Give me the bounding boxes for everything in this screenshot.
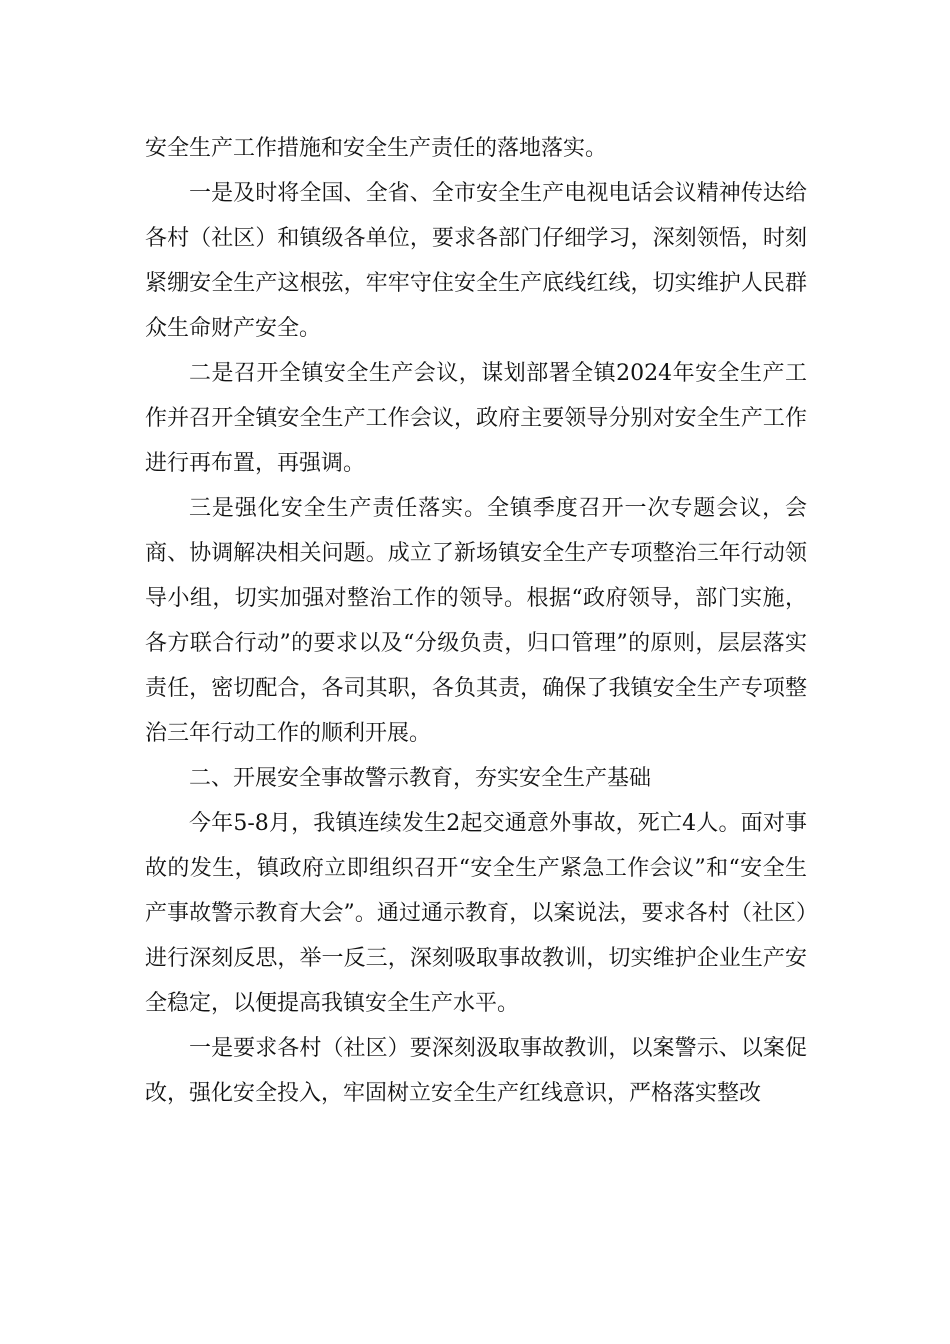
- paragraph-item-one-section-two: 一是要求各村（社区）要深刻汲取事故教训，以案警示、以案促改，强化安全投入，牢固树立安全生产红线意识，严格落实整改: [145, 1036, 807, 1106]
- paragraph-item-three: 三是强化安全生产责任落实。全镇季度召开一次专题会议，会商、协调解决相关问题。成立了新场镇安全生产专项整治三年行动领导小组，切实加强对整治工作的领导。根据“政府领导，部门实施，各方联合行动”的要求以及“分级负责，归口管理”的原则，层层落实责任，密切配合，各司其职，各负其责，确保了我镇安全生产专项整治三年行动工作的顺利开展。: [145, 496, 807, 746]
- document-body: [145, 126, 807, 1116]
- paragraph-item-two: 二是召开全镇安全生产会议，谋划部署全镇2024年安全生产工作并召开全镇安全生产工作会议，政府主要领导分别对安全生产工作进行再布置，再强调。: [145, 361, 807, 476]
- paragraph-accident-summary: 今年5-8月，我镇连续发生2起交通意外事故，死亡4人。面对事故的发生，镇政府立即组织召开“安全生产紧急工作会议”和“安全生产事故警示教育大会”。通过通示教育，以案说法，要求各村（社区）进行深刻反思，举一反三，深刻吸取事故教训，切实维护企业生产安全稳定，以便提高我镇安全生产水平。: [145, 811, 807, 1016]
- paragraph-continuation: 安全生产工作措施和安全生产责任的落地落实。: [145, 136, 608, 161]
- paragraph-item-one: 一是及时将全国、全省、全市安全生产电视电话会议精神传达给各村（社区）和镇级各单位，要求各部门仔细学习，深刻领悟，时刻紧绷安全生产这根弦，牢牢守住安全生产底线红线，切实维护人民群众生命财产安全。: [145, 181, 807, 341]
- section-heading: 二、开展安全事故警示教育，夯实安全生产基础: [189, 766, 652, 791]
